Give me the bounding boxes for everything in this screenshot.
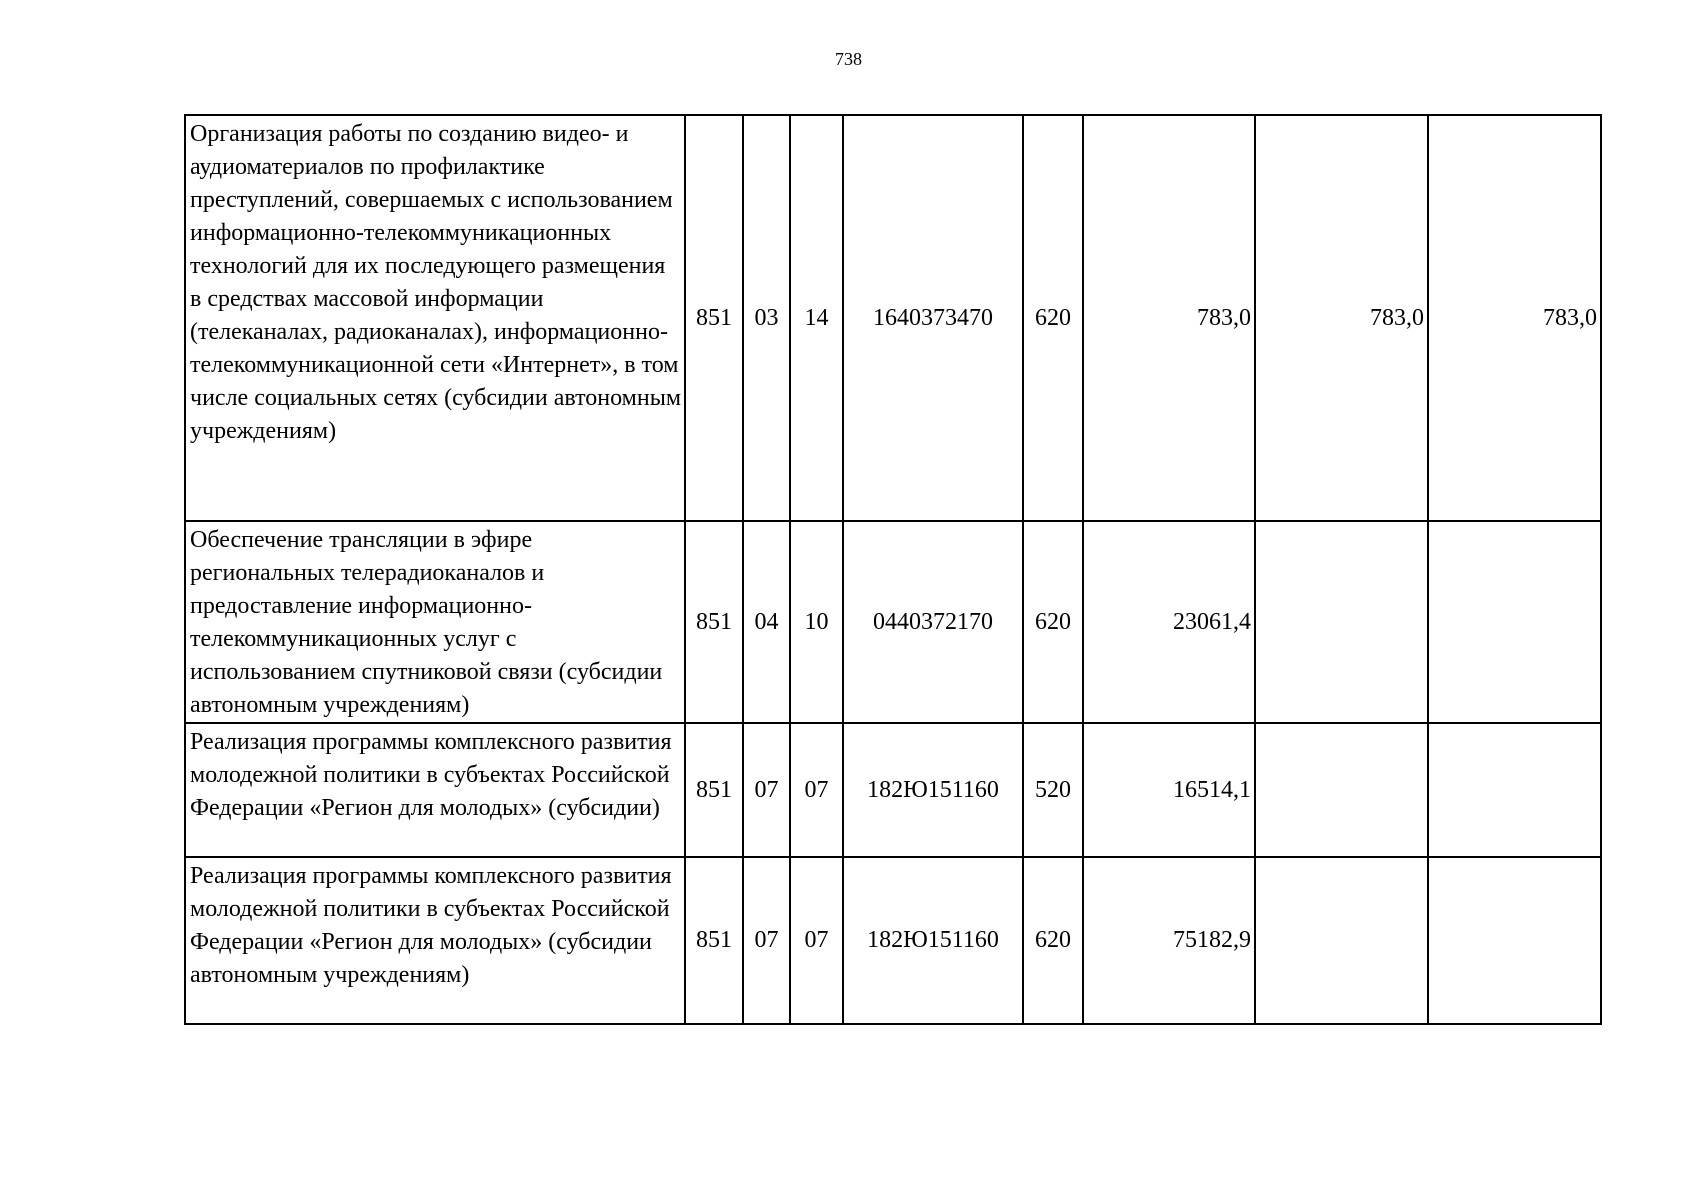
ministry-code-cell: 851 <box>685 857 743 1024</box>
subsection-code-cell: 07 <box>790 723 843 857</box>
amount-2-cell <box>1255 857 1428 1024</box>
table-row <box>185 857 1601 1024</box>
amount-3-cell: 783,0 <box>1428 115 1601 521</box>
target-article-cell: 0440372170 <box>843 521 1023 723</box>
table-row <box>185 115 1601 521</box>
expense-type-cell: 620 <box>1023 115 1083 521</box>
section-code-cell: 07 <box>743 723 790 857</box>
subsection-code-cell: 10 <box>790 521 843 723</box>
budget-table <box>184 114 1602 1025</box>
target-article-cell: 182Ю151160 <box>843 857 1023 1024</box>
subsection-code-cell: 07 <box>790 857 843 1024</box>
expense-type-cell: 620 <box>1023 521 1083 723</box>
amount-2-cell: 783,0 <box>1255 115 1428 521</box>
amount-3-cell <box>1428 857 1601 1024</box>
ministry-code-cell: 851 <box>685 521 743 723</box>
expense-type-cell: 620 <box>1023 857 1083 1024</box>
target-article-cell: 182Ю151160 <box>843 723 1023 857</box>
subsection-code-cell: 14 <box>790 115 843 521</box>
expense-name-cell: Организация работы по созданию видео- и аудиоматериалов по профилактике преступлений, совершаемых с использованием информационно-телекоммуникационных технологий для их последующего размещения в средствах массовой информации (телеканалах, радиоканалах), информационно-телекоммуникационной сети «Интернет», в том числе социальных сетях (субсидии автономным учреждениям) <box>185 115 685 521</box>
amount-1-cell: 783,0 <box>1083 115 1255 521</box>
page-number: 738 <box>835 49 862 69</box>
section-code-cell: 03 <box>743 115 790 521</box>
amount-2-cell <box>1255 521 1428 723</box>
amount-1-cell: 23061,4 <box>1083 521 1255 723</box>
target-article-cell: 1640373470 <box>843 115 1023 521</box>
amount-3-cell <box>1428 521 1601 723</box>
expense-type-cell: 520 <box>1023 723 1083 857</box>
expense-name-cell: Реализация программы комплексного развития молодежной политики в субъектах Российской Федерации «Регион для молодых» (субсидии автономным учреждениям) <box>185 857 685 1024</box>
amount-2-cell <box>1255 723 1428 857</box>
ministry-code-cell: 851 <box>685 115 743 521</box>
expense-name-cell: Реализация программы комплексного развития молодежной политики в субъектах Российской Федерации «Регион для молодых» (субсидии) <box>185 723 685 857</box>
section-code-cell: 04 <box>743 521 790 723</box>
table-row <box>185 723 1601 857</box>
ministry-code-cell: 851 <box>685 723 743 857</box>
amount-1-cell: 16514,1 <box>1083 723 1255 857</box>
table-row <box>185 521 1601 723</box>
section-code-cell: 07 <box>743 857 790 1024</box>
expense-name-cell: Обеспечение трансляции в эфире региональных телерадиоканалов и предоставление информационно-телекоммуникационных услуг с использованием спутниковой связи (субсидии автономным учреждениям) <box>185 521 685 723</box>
amount-1-cell: 75182,9 <box>1083 857 1255 1024</box>
amount-3-cell <box>1428 723 1601 857</box>
